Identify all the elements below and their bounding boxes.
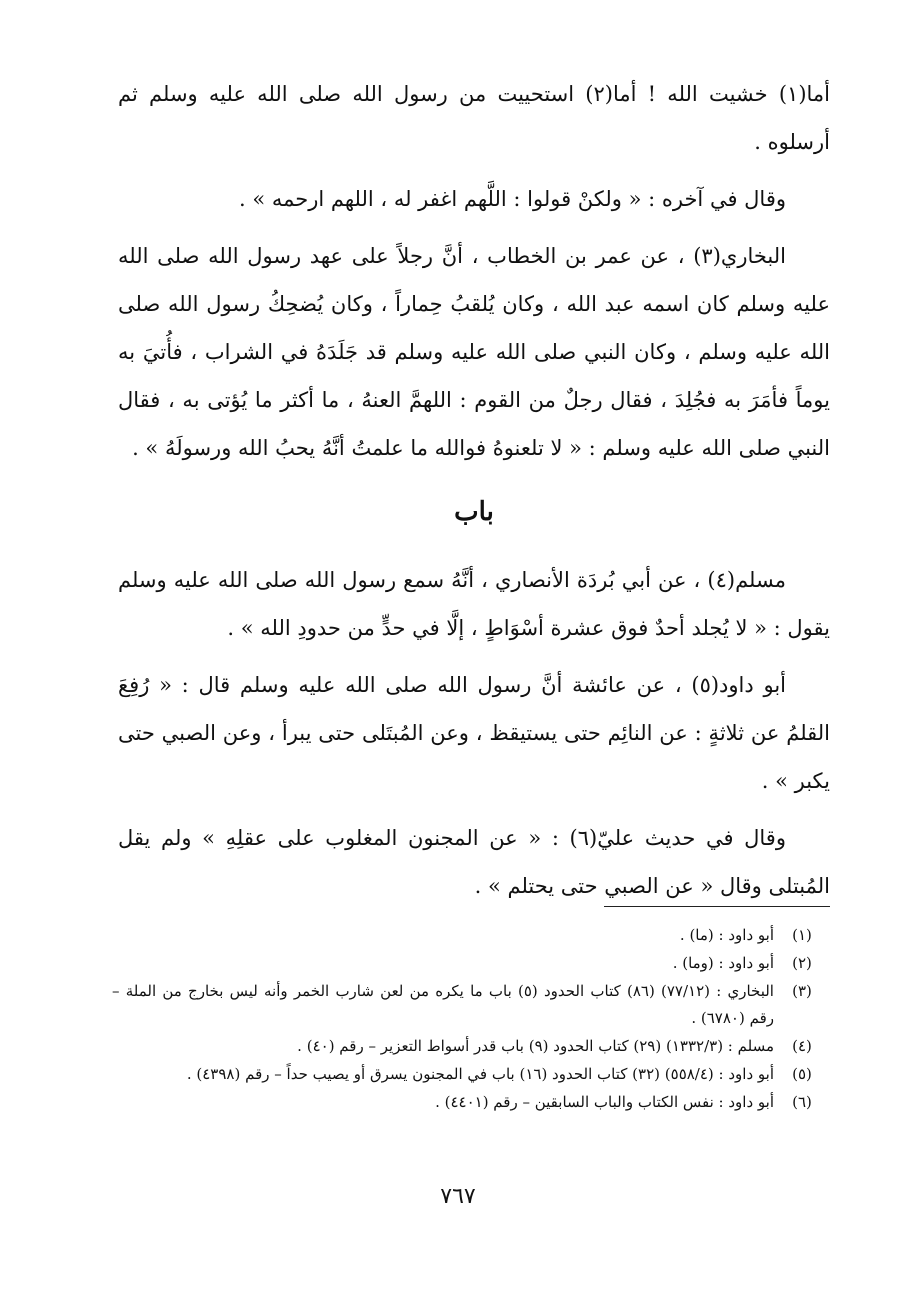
footnote-3: [112, 978, 830, 1032]
footnote-number: (١): [792, 926, 812, 944]
footnote-divider: [604, 906, 830, 907]
paragraph-3: البخاري(٣) ، عن عمر بن الخطاب ، أنَّ رجلاً على عهد رسول الله صلى الله عليه وسلم كان اسمه عبد الله ، وكان يُلقبُ حِماراً ، وكان يُضحِكُ رسول الله صلى الله عليه وسلم ، وكان النبي صلى الله عليه وسلم قد جَلَدَهُ في الشراب ، فأُتيَ به يوماً فأمَرَ به فجُلِدَ ، فقال رجلٌ من القوم : اللهمَّ العنهُ ، ما أكثر ما يُؤتى به ، فقال النبي صلى الله عليه وسلم : « لا تلعنوهُ فوالله ما علمتُ أنَّهُ يحبُ الله ورسولَهُ » .: [118, 244, 830, 460]
footnote-text: أبو داود : (ما) .: [679, 926, 774, 944]
footnote-text: أبو داود : نفس الكتاب والباب السابقين – رقم (٤٤٠١) .: [435, 1093, 774, 1111]
paragraph-4: مسلم(٤) ، عن أبي بُردَة الأنصاري ، أنَّهُ سمع رسول الله صلى الله عليه وسلم يقول : « لا يُجلد أحدٌ فوق عشرة أسْوَاطٍ ، إلَّا في حدٍّ من حدودِ الله » .: [118, 568, 830, 640]
footnote-2: [112, 950, 830, 977]
section-heading: باب: [454, 497, 494, 527]
page-number: ٧٦٧: [440, 1184, 476, 1209]
footnote-5: [112, 1061, 830, 1088]
footnote-number: (٦): [792, 1093, 812, 1111]
paragraph-5: أبو داود(٥) ، عن عائشة أنَّ رسول الله صلى الله عليه وسلم قال : « رُفِعَ القلمُ عن ثلاثةٍ : عن النائِم حتى يستيقظ ، وعن المُبتَلى حتى يبرأ ، وعن الصبي حتى يكبر » .: [118, 673, 830, 793]
footnote-text: البخاري : (٧٧/١٢) (٨٦) كتاب الحدود (٥) باب ما يكره من لعن شارب الخمر وأنه ليس بخارج من الملة – رقم (٦٧٨٠) .: [112, 982, 774, 1027]
footnote-number: (٤): [792, 1037, 812, 1055]
footnote-1: [112, 922, 830, 949]
footnote-6: [112, 1089, 830, 1116]
main-text: [118, 70, 830, 919]
footnote-text: مسلم : (١٣٣٢/٣) (٢٩) كتاب الحدود (٩) باب قدر أسواط التعزير – رقم (٤٠) .: [297, 1037, 774, 1055]
footnote-text: أبو داود : (٥٥٨/٤) (٣٢) كتاب الحدود (١٦) باب في المجنون يسرق أو يصيب حداً – رقم (٤٣٩٨) .: [186, 1065, 774, 1083]
paragraph-1: أما(١) خشيت الله ! أما(٢) استحييت من رسول الله صلى الله عليه وسلم ثم أرسلوه .: [118, 82, 830, 154]
paragraph-2: وقال في آخره : « ولكنْ قولوا : اللَّهم اغفر له ، اللهم ارحمه » .: [238, 187, 786, 211]
footnote-number: (٣): [792, 982, 812, 1000]
paragraph-6: وقال في حديث عليّ(٦) : « عن المجنون المغلوب على عقلِهِ » ولم يقل المُبتلى وقال « عن الصبي حتى يحتلم » .: [118, 826, 830, 898]
footnote-number: (٥): [792, 1065, 812, 1083]
footnote-number: (٢): [792, 954, 812, 972]
footnote-text: أبو داود : (وما) .: [672, 954, 774, 972]
footnote-4: [112, 1033, 830, 1060]
footnotes: [112, 922, 830, 1117]
